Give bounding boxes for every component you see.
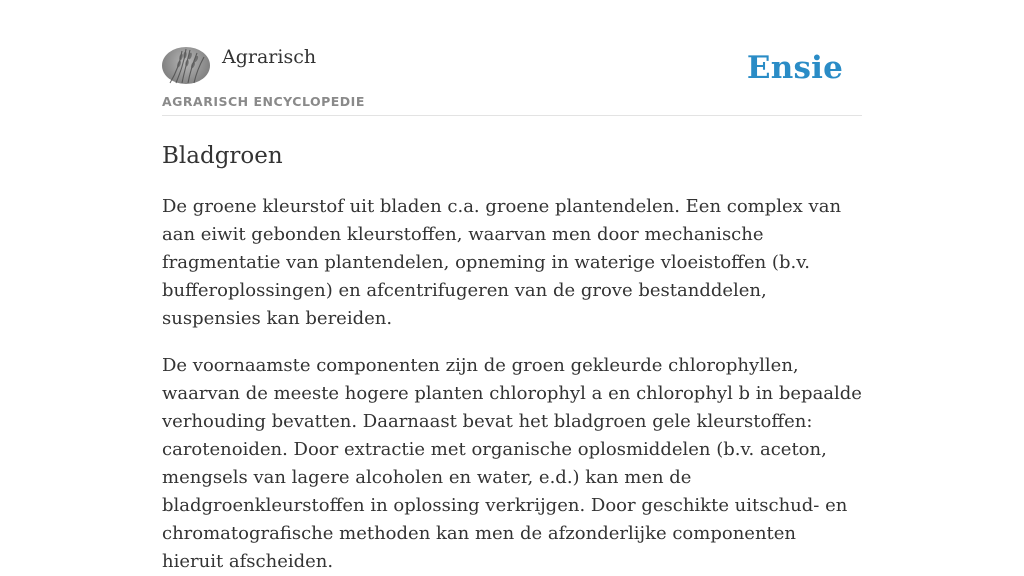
- content-container: [162, 44, 862, 576]
- header: [162, 44, 862, 116]
- article-paragraph: De voornaamste componenten zijn de groen gekleurde chlorophyllen, waarvan de meeste hogere planten chlorophyl a en chlorophyl b in bepaalde verhouding bevatten. Daarnaast bevat het bladgroen gele kleurstoffen: carotenoiden. Door extractie met organische oplosmiddelen (b.v. aceton, mengsels van lagere alcoholen en water, e.d.) kan men de bladgroenkleurstoffen in oplossing verkrijgen. Door geschikte uitschud- en chromatografische methoden kan men de afzonderlijke componenten hieruit afscheiden.: [162, 355, 862, 572]
- source-subtitle: AGRARISCH ENCYCLOPEDIE: [162, 94, 365, 109]
- article-title: Bladgroen: [162, 143, 283, 169]
- ensie-logo[interactable]: Ensie: [746, 50, 843, 86]
- article-paragraph: De groene kleurstof uit bladen c.a. groene plantendelen. Een complex van aan eiwit gebonden kleurstoffen, waarvan men door mechanische fragmentatie van plantendelen, opneming in waterige vloeistoffen (b.v. bufferoplossingen) en afcentrifugeren van de grove bestanddelen, suspensies kan bereiden.: [162, 196, 842, 329]
- wheat-icon[interactable]: [162, 47, 210, 84]
- source-name-link[interactable]: Agrarisch: [222, 46, 317, 68]
